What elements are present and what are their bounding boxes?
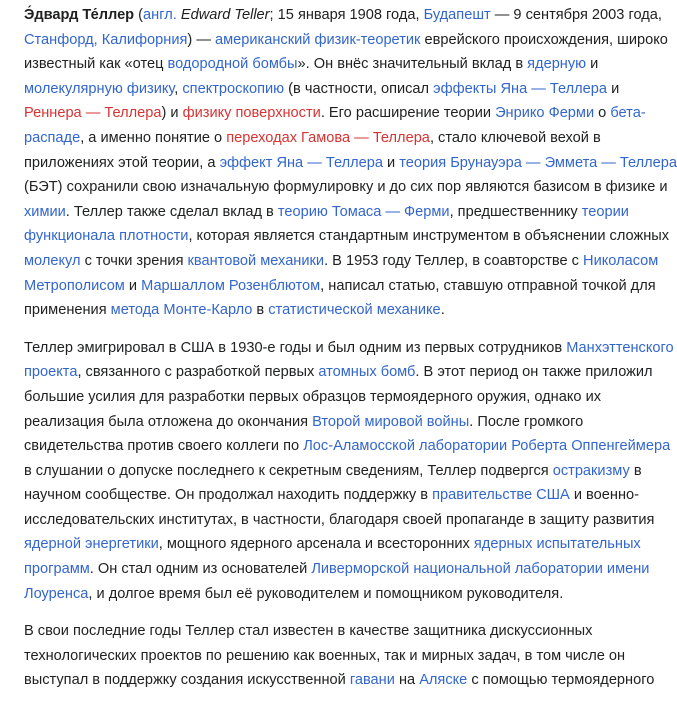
text-line	[24, 385, 640, 410]
body-text: . Его расширение теории	[320, 105, 496, 122]
text-line	[24, 249, 659, 274]
body-text: ». Он внёс значительный вклад в	[297, 56, 528, 73]
body-text: . Теллер также сделал вклад в	[65, 203, 278, 220]
text-line	[24, 200, 640, 225]
article-link[interactable]: статистической механике	[268, 302, 441, 319]
body-text: приложениях этой теории, а	[24, 154, 220, 171]
body-text: на	[394, 672, 420, 689]
body-text: , связанного с разработкой первых	[77, 364, 319, 381]
article-link[interactable]: Маршаллом Розенблютом	[141, 277, 321, 294]
text-line	[24, 508, 655, 533]
body-text: и военно-	[569, 487, 639, 504]
text-line	[24, 619, 640, 644]
body-text: — 9 сентября 2003 года,	[490, 7, 662, 23]
body-text: и	[124, 277, 142, 294]
article-link[interactable]: молекулярную физику	[24, 80, 175, 97]
missing-article-link[interactable]: Реннера — Теллера	[24, 105, 162, 122]
text-line	[24, 101, 646, 126]
article-link[interactable]: спектроскопию	[182, 80, 285, 97]
article-link[interactable]: химии	[24, 203, 66, 220]
article-link[interactable]: Роберта Оппенгеймера	[511, 438, 671, 455]
article-link[interactable]: эффекты Яна — Теллера	[433, 80, 608, 97]
text-line	[24, 28, 668, 53]
text-line	[24, 434, 671, 459]
text-line	[24, 360, 653, 385]
body-text: с помощью термоядерного	[467, 672, 655, 689]
body-text: , написал статью, ставшую отправной точкой для	[320, 277, 656, 294]
text-line	[24, 532, 640, 557]
body-text: . В этот период он также приложил	[415, 364, 653, 381]
text-line	[24, 77, 640, 102]
body-text: ) и	[161, 105, 183, 122]
text-line	[24, 298, 640, 323]
article-link[interactable]: англ.	[143, 7, 177, 23]
body-text: применения	[24, 302, 111, 319]
article-link[interactable]: Второй мировой войны	[312, 413, 470, 430]
body-text: ; 15 января 1908 года,	[269, 7, 424, 23]
body-text: в	[629, 462, 642, 479]
article-link[interactable]: Энрико Ферми	[495, 105, 595, 122]
article-link[interactable]: Станфорд, Калифорния	[24, 31, 188, 48]
body-text: и	[607, 80, 620, 97]
text-line	[24, 151, 677, 176]
text-line	[24, 3, 662, 28]
article-link[interactable]: атомных бомб	[318, 364, 416, 381]
body-text: научном сообществе. Он продолжал находить поддержку в	[24, 487, 433, 504]
body-text: , и долгое время был её руководителем и помощником руководителя.	[88, 585, 564, 602]
body-text: В свои последние годы Теллер стал известен в качестве защитника дискуссионных	[24, 623, 593, 640]
body-text: , предшественнику	[449, 203, 582, 220]
text-line	[24, 668, 655, 693]
body-text: (БЭТ) сохранили свою изначальную формулировку и до сих пор являются базисом в физике и	[24, 179, 668, 196]
article-link[interactable]: Ливерморской национальной лаборатории имени	[311, 561, 650, 578]
article-paragraph	[24, 617, 655, 693]
article-link[interactable]: правительстве США	[432, 487, 570, 504]
body-text: ) —	[187, 31, 215, 48]
body-text: реализация была отложена до окончания	[24, 413, 313, 430]
body-text: с точки зрения	[80, 252, 188, 269]
body-text: о	[594, 105, 611, 122]
text-line	[24, 644, 640, 669]
body-text: технологических проектов по решению как военных, так и мирных задач, в том числе он	[24, 647, 626, 664]
article-link[interactable]: Аляске	[419, 672, 468, 689]
article-link[interactable]: квантовой механики	[187, 252, 325, 269]
article-subject-name: Э́двард Те́ллер	[24, 7, 135, 23]
missing-article-link[interactable]: переходах Гамова — Теллера	[226, 129, 430, 146]
article-link[interactable]: ядерной энергетики	[24, 536, 159, 553]
article-link[interactable]: теория Брунауэра — Эммета — Теллера	[399, 154, 677, 171]
article-body	[24, 0, 677, 704]
body-text: известный как «отец	[24, 56, 168, 73]
text-line	[24, 483, 640, 508]
text-line	[24, 557, 650, 582]
text-line	[24, 175, 668, 200]
article-link[interactable]: гавани	[349, 672, 395, 689]
article-link[interactable]: функционала плотности	[24, 228, 189, 245]
article-link[interactable]: ядерную	[527, 56, 587, 73]
text-line	[24, 410, 640, 435]
body-text: ,	[174, 80, 183, 97]
article-link[interactable]: водородной бомбы	[167, 56, 298, 73]
body-text: исследовательских институтах, в частности, благодаря своей пропаганде в защиту развития	[24, 511, 655, 528]
missing-article-link[interactable]: физику поверхности	[182, 105, 321, 122]
body-text: , мощного ядерного арсенала и всесторонних	[158, 536, 474, 553]
article-link[interactable]: американский физик-теоретик	[214, 31, 421, 48]
article-link[interactable]: теории	[581, 203, 629, 220]
text-line	[24, 459, 640, 484]
text-line	[24, 582, 640, 607]
article-link[interactable]: программ	[24, 561, 90, 578]
text-line	[24, 224, 670, 249]
body-text: , а именно понятие о	[80, 129, 227, 146]
article-paragraph	[24, 334, 674, 607]
article-link[interactable]: Метрополисом	[24, 277, 125, 294]
body-text: . После громкого	[469, 413, 584, 430]
article-link[interactable]: Будапешт	[423, 7, 491, 23]
article-paragraph	[24, 0, 677, 323]
foreign-name: Edward Teller	[180, 7, 270, 23]
body-text: в слушании о допуске последнего к секретным сведениям, Теллер подвергся	[24, 462, 553, 479]
body-text: и	[586, 56, 599, 73]
article-link[interactable]: Николасом	[583, 252, 659, 269]
article-link[interactable]: эффект Яна — Теллера	[219, 154, 383, 171]
text-line	[24, 52, 640, 77]
body-text: свидетельства против своего коллеги по	[24, 438, 304, 455]
body-text: большие усилия для разработки первых образцов термоядерного оружия, однако их	[24, 388, 602, 405]
body-text: и	[382, 154, 400, 171]
text-line	[24, 336, 674, 361]
body-text: . Он стал одним из основателей	[89, 561, 312, 578]
body-text: Теллер эмигрировал в США в 1930-е годы и был одним из первых сотрудников	[24, 339, 567, 356]
body-text: выступал в поддержку создания искусственной	[24, 672, 350, 689]
body-text: еврейского происхождения, широко	[420, 31, 668, 48]
article-link[interactable]: распаде	[24, 129, 81, 146]
body-text: , которая является стандартным инструментом в объяснении сложных	[188, 228, 670, 245]
article-link[interactable]: Лоуренса	[24, 585, 89, 602]
body-text: в	[252, 302, 269, 319]
article-link[interactable]: бета-	[610, 105, 646, 122]
article-link[interactable]: метода Монте-Карло	[110, 302, 253, 319]
body-text: (в частности, описал	[284, 80, 434, 97]
body-text: (	[134, 7, 144, 23]
article-link[interactable]: Манхэттенского	[566, 339, 674, 356]
text-line	[24, 126, 640, 151]
article-link[interactable]: теорию Томаса — Ферми	[277, 203, 450, 220]
body-text: .	[440, 302, 445, 319]
text-line	[24, 274, 656, 299]
article-link[interactable]: проекта	[24, 364, 78, 381]
body-text: . В 1953 году Теллер, в соавторстве с	[324, 252, 584, 269]
body-text: , стало ключевой вехой в	[429, 129, 601, 146]
article-link[interactable]: остракизму	[552, 462, 630, 479]
article-link[interactable]: молекул	[24, 252, 81, 269]
article-link[interactable]: Лос-Аламосской лаборатории	[303, 438, 508, 455]
article-link[interactable]: ядерных испытательных	[473, 536, 641, 553]
